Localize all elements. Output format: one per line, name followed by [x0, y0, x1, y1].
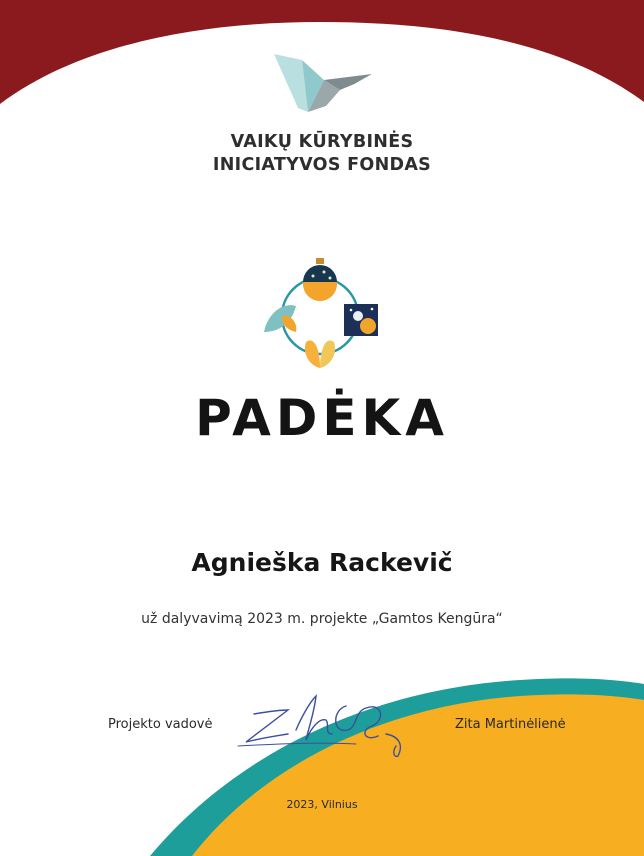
- circle-emblem-icon: [258, 256, 386, 376]
- signer-name: Zita Martinėlienė: [455, 717, 566, 732]
- certificate-title: PADĖKA: [195, 389, 449, 447]
- org-name-line2: INICIATYVOS FONDAS: [212, 155, 432, 175]
- handwritten-signature: [236, 686, 412, 762]
- place-date: 2023, Vilnius: [286, 798, 358, 811]
- recipient-name: Agnieška Rackevič: [191, 548, 453, 577]
- org-name-line1: VAIKŲ KŪRYBINĖS: [230, 132, 414, 152]
- organization-name: [0, 131, 644, 177]
- certificate-description: už dalyvavimą 2023 m. projekte „Gamtos Kengūra“: [141, 611, 503, 627]
- origami-bird-icon: [268, 50, 376, 116]
- role-label: Projekto vadovė: [108, 717, 213, 732]
